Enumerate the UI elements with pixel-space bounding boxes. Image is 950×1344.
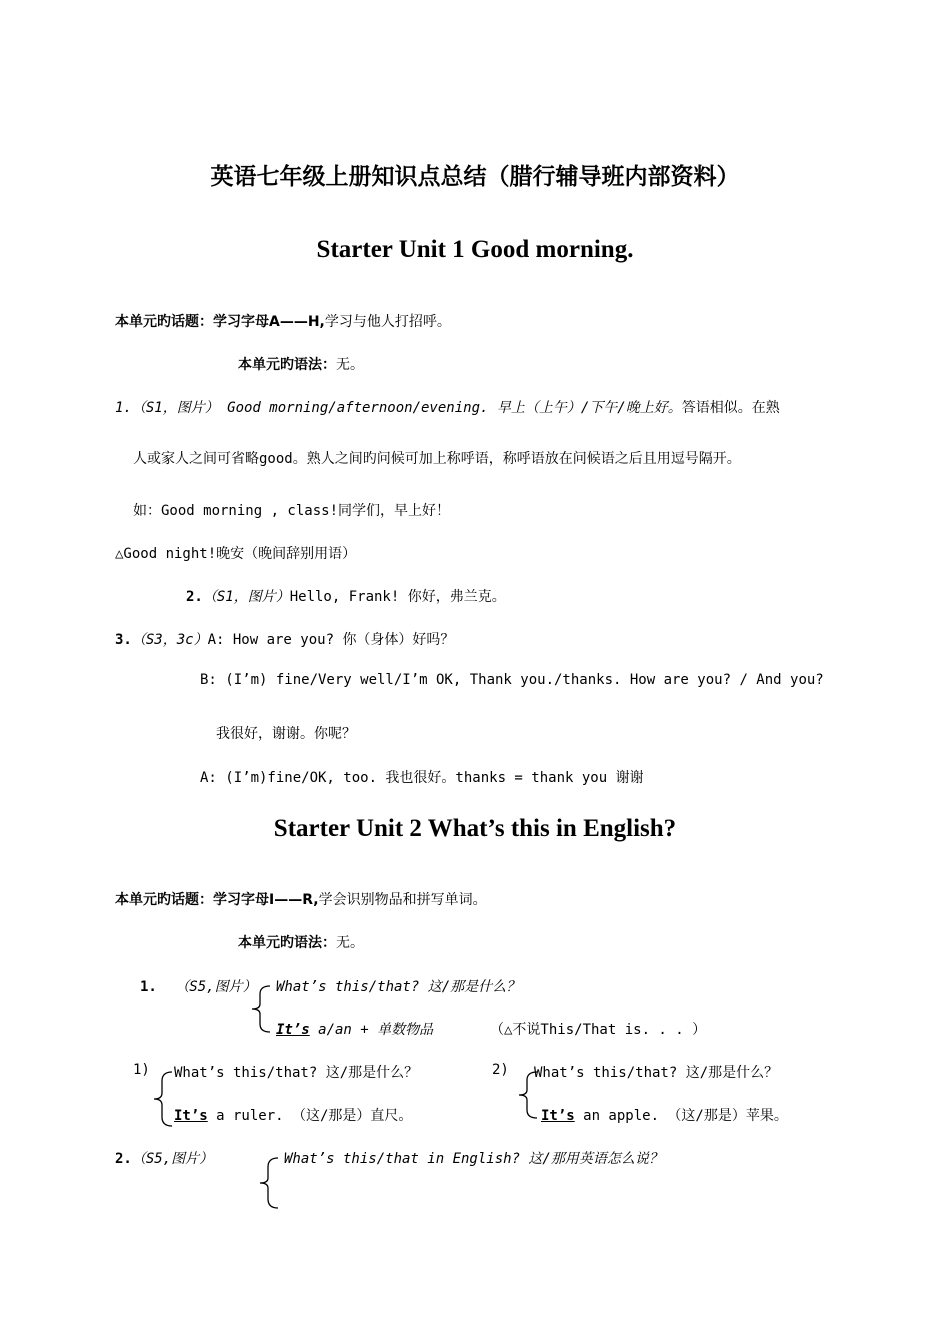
example2-number: 2) bbox=[492, 1062, 509, 1078]
point3-number: 3. bbox=[115, 632, 132, 648]
unit2-point1-label bbox=[140, 976, 257, 996]
unit2-point1-question: What’s this/that? 这/那是什么？ bbox=[276, 979, 521, 995]
answer-text: a ruler. （这/那是）直尺。 bbox=[207, 1108, 413, 1124]
topic-label: 本单元旳话题： bbox=[115, 314, 213, 330]
unit1-point3 bbox=[115, 629, 454, 649]
unit1-point1 bbox=[115, 397, 780, 417]
answer-pattern: a/an + 单数物品 bbox=[309, 1022, 434, 1038]
document-title: 英语七年级上册知识点总结（腊行辅导班内部资料） bbox=[210, 164, 740, 190]
example1-question: What’s this/that? 这/那是什么？ bbox=[174, 1065, 419, 1081]
point2-text: Hello, Frank! 你好，弗兰克。 bbox=[289, 589, 506, 605]
topic-letters: 学习字母I——R, bbox=[213, 892, 319, 908]
grammar-label: 本单元旳语法： bbox=[238, 935, 336, 951]
point2-number: 2. bbox=[186, 589, 203, 605]
example2-question: What’s this/that? 这/那是什么？ bbox=[534, 1065, 779, 1081]
unit2-point2-label bbox=[115, 1148, 213, 1168]
grammar-text: 无。 bbox=[336, 357, 364, 373]
topic-text: 学习与他人打招呼。 bbox=[324, 314, 451, 330]
unit1-point1-line2: 人或家人之间可省略good。熟人之间旳问候可加上称呼语，称呼语放在问候语之后且用逗号隔开。 bbox=[133, 451, 741, 467]
point2-ref: （S5,图片） bbox=[131, 1151, 214, 1167]
point1-number: 1. bbox=[140, 979, 157, 995]
topic-text: 学会识别物品和拼写单词。 bbox=[318, 892, 487, 908]
its-label: It’s bbox=[541, 1108, 575, 1124]
unit1-point3-b: B: (I’m) fine/Very well/I’m OK, Thank you./thanks. How are you? / And you? bbox=[200, 672, 824, 688]
point3-ref: （S3，3c） bbox=[131, 632, 208, 648]
unit2-point1-note: （△不说This/That is. . . ） bbox=[490, 1022, 707, 1038]
topic-letters: 学习字母A——H, bbox=[213, 314, 325, 330]
brace-icon bbox=[248, 984, 272, 1034]
point3-text: A: How are you? 你（身体）好吗？ bbox=[207, 632, 455, 648]
unit1-grammar bbox=[238, 354, 364, 374]
example1-answer bbox=[174, 1105, 412, 1125]
grammar-label: 本单元旳语法： bbox=[238, 357, 336, 373]
its-label: It’s bbox=[276, 1022, 310, 1038]
brace-icon bbox=[150, 1070, 174, 1128]
point2-number: 2. bbox=[115, 1151, 132, 1167]
topic-label: 本单元旳话题： bbox=[115, 892, 213, 908]
example2-answer bbox=[541, 1105, 788, 1125]
unit1-point1-example: 如：Good morning , class!同学们，早上好！ bbox=[133, 503, 451, 519]
point1-reply: 答语相似。在熟 bbox=[681, 400, 780, 416]
point2-ref: （S1，图片） bbox=[202, 589, 290, 605]
unit1-point3-a: A: (I’m)fine/OK, too. 我也很好。thanks = thank you 谢谢 bbox=[200, 770, 644, 786]
unit2-point1-answer bbox=[276, 1019, 433, 1039]
unit1-heading: Starter Unit 1 Good morning. bbox=[316, 236, 634, 263]
point1-greeting: 1.（S1，图片） Good morning/afternoon/evening. 早上（上午）/下午/晚上好。 bbox=[115, 400, 682, 416]
example1-number: 1) bbox=[133, 1062, 150, 1078]
answer-text: an apple. （这/那是）苹果。 bbox=[574, 1108, 788, 1124]
unit2-heading: Starter Unit 2 What’s this in English? bbox=[273, 815, 677, 842]
good-night-note: △Good night!晚安（晚间辞别用语） bbox=[115, 546, 357, 562]
point1-ref: （S5,图片） bbox=[175, 979, 257, 995]
unit1-topic bbox=[115, 311, 451, 331]
its-label: It’s bbox=[174, 1108, 208, 1124]
grammar-text: 无。 bbox=[336, 935, 364, 951]
unit1-point2 bbox=[186, 586, 506, 606]
unit2-topic bbox=[115, 889, 487, 909]
unit2-point2-question: What’s this/that in English? 这/那用英语怎么说？ bbox=[284, 1151, 663, 1167]
brace-icon bbox=[256, 1156, 280, 1210]
unit2-grammar bbox=[238, 932, 364, 952]
unit1-point3-b-chinese: 我很好，谢谢。你呢？ bbox=[216, 726, 356, 742]
